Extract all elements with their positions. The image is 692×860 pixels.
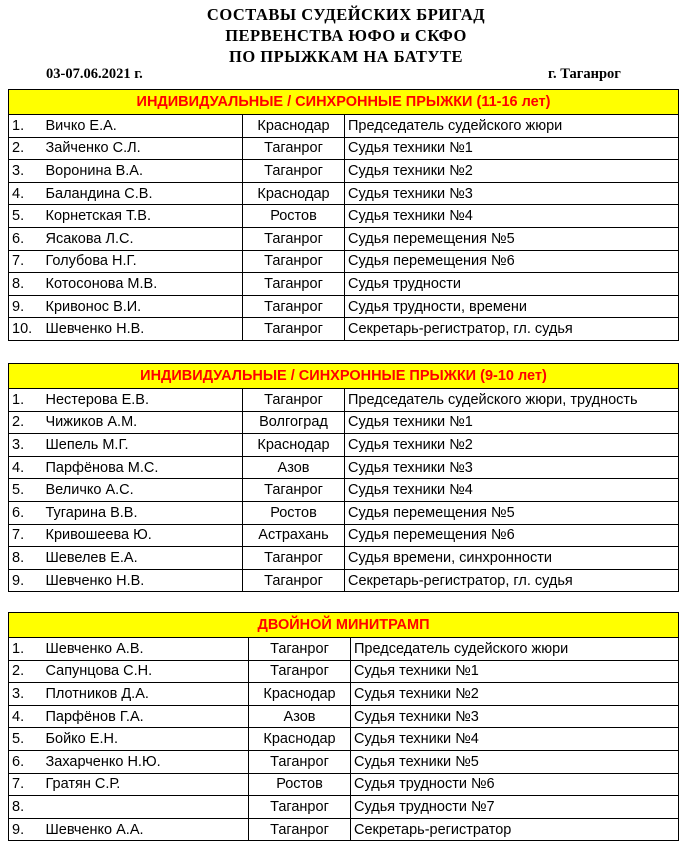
table-row <box>9 728 679 751</box>
table-row <box>9 137 679 160</box>
judge-city: Краснодар <box>243 434 345 457</box>
judge-city: Ростов <box>249 773 351 796</box>
judge-city: Астрахань <box>243 524 345 547</box>
document-title-line1: СОСТАВЫ СУДЕЙСКИХ БРИГАД <box>206 5 486 24</box>
judge-name: Шевченко Н.В. <box>43 318 243 341</box>
table-row <box>9 456 679 479</box>
row-number: 1. <box>9 638 43 661</box>
section-header: ИНДИВИДУАЛЬНЫЕ / СИНХРОННЫЕ ПРЫЖКИ (11-16 лет) <box>9 90 679 115</box>
judge-name: Зайченко С.Л. <box>43 137 243 160</box>
row-number: 4. <box>9 182 43 205</box>
judge-name: Шевченко А.В. <box>43 638 249 661</box>
row-number: 7. <box>9 773 43 796</box>
judge-role: Судья техники №2 <box>351 683 679 706</box>
judge-name: Воронина В.А. <box>43 160 243 183</box>
row-number: 6. <box>9 750 43 773</box>
row-number: 1. <box>9 389 43 412</box>
row-number: 4. <box>9 705 43 728</box>
row-number: 6. <box>9 501 43 524</box>
judge-name: Парфёнова М.С. <box>43 456 243 479</box>
judge-city: Таганрог <box>249 638 351 661</box>
judge-city: Таганрог <box>243 273 345 296</box>
row-number: 2. <box>9 137 43 160</box>
row-number: 7. <box>9 250 43 273</box>
judge-city: Таганрог <box>243 227 345 250</box>
judge-city: Таганрог <box>243 547 345 570</box>
judge-role: Судья перемещения №6 <box>345 524 679 547</box>
row-number: 3. <box>9 683 43 706</box>
table-row <box>9 818 679 841</box>
judge-name: Кривонос В.И. <box>43 295 243 318</box>
event-city: г. Таганрог <box>548 66 621 82</box>
judge-role: Секретарь-регистратор <box>351 818 679 841</box>
judge-role: Судья трудности №7 <box>351 796 679 819</box>
table-row <box>9 479 679 502</box>
judge-name: Шевченко Н.В. <box>43 569 243 592</box>
judge-name: Баландина С.В. <box>43 182 243 205</box>
judge-role: Судья трудности, времени <box>345 295 679 318</box>
judge-city: Таганрог <box>243 295 345 318</box>
judge-role: Председатель судейского жюри <box>345 115 679 138</box>
judge-role: Судья техники №3 <box>345 182 679 205</box>
judge-city: Таганрог <box>243 250 345 273</box>
table-row <box>9 683 679 706</box>
table-row <box>9 160 679 183</box>
row-number: 3. <box>9 160 43 183</box>
table-row <box>9 547 679 570</box>
judge-role: Судья техники №3 <box>345 456 679 479</box>
table-row <box>9 205 679 228</box>
judge-name: Гратян С.Р. <box>43 773 249 796</box>
judge-name: Плотников Д.А. <box>43 683 249 706</box>
table-row <box>9 318 679 341</box>
event-date: 03-07.06.2021 г. <box>46 66 143 82</box>
table-row <box>9 750 679 773</box>
table-row <box>9 524 679 547</box>
judge-city: Таганрог <box>249 818 351 841</box>
row-number: 5. <box>9 205 43 228</box>
table-row <box>9 434 679 457</box>
judge-role: Судья техники №1 <box>345 411 679 434</box>
table-row <box>9 115 679 138</box>
table-row <box>9 227 679 250</box>
judge-name: Парфёнов Г.А. <box>43 705 249 728</box>
judge-name: Шепель М.Г. <box>43 434 243 457</box>
section-header: ИНДИВИДУАЛЬНЫЕ / СИНХРОННЫЕ ПРЫЖКИ (9-10 лет) <box>9 364 679 389</box>
judge-city: Краснодар <box>243 115 345 138</box>
table-row <box>9 250 679 273</box>
row-number: 10. <box>9 318 43 341</box>
judge-city: Ростов <box>243 205 345 228</box>
judge-city: Таганрог <box>249 796 351 819</box>
judge-role: Судья техники №1 <box>351 660 679 683</box>
table-row <box>9 638 679 661</box>
row-number: 7. <box>9 524 43 547</box>
judge-city: Краснодар <box>243 182 345 205</box>
table-row <box>9 389 679 412</box>
judge-role: Судья техники №4 <box>345 205 679 228</box>
judge-city: Краснодар <box>249 728 351 751</box>
judge-role: Судья техники №4 <box>351 728 679 751</box>
row-number: 2. <box>9 411 43 434</box>
judge-name: Корнетская Т.В. <box>43 205 243 228</box>
judge-name: Величко А.С. <box>43 479 243 502</box>
judges-table-11-16 <box>8 89 679 341</box>
judge-name <box>43 796 249 819</box>
judge-city: Таганрог <box>243 318 345 341</box>
judge-city: Азов <box>243 456 345 479</box>
table-row <box>9 411 679 434</box>
judge-role: Судья трудности <box>345 273 679 296</box>
document-title-line2: ПЕРВЕНСТВА ЮФО и СКФО <box>225 26 467 45</box>
table-row <box>9 295 679 318</box>
judge-role: Судья времени, синхронности <box>345 547 679 570</box>
judge-role: Судья трудности №6 <box>351 773 679 796</box>
row-number: 8. <box>9 547 43 570</box>
judge-name: Захарченко Н.Ю. <box>43 750 249 773</box>
judge-city: Таганрог <box>243 160 345 183</box>
judge-city: Таганрог <box>243 137 345 160</box>
judge-role: Судья техники №2 <box>345 160 679 183</box>
row-number: 9. <box>9 569 43 592</box>
judge-city: Таганрог <box>249 750 351 773</box>
judge-name: Нестерова Е.В. <box>43 389 243 412</box>
row-number: 2. <box>9 660 43 683</box>
row-number: 9. <box>9 295 43 318</box>
judge-name: Голубова Н.Г. <box>43 250 243 273</box>
row-number: 5. <box>9 479 43 502</box>
judge-role: Судья техники №3 <box>351 705 679 728</box>
judge-city: Азов <box>249 705 351 728</box>
row-number: 8. <box>9 273 43 296</box>
table-row <box>9 773 679 796</box>
judges-table-9-10 <box>8 363 679 592</box>
judge-name: Котосонова М.В. <box>43 273 243 296</box>
judge-role: Судья техники №5 <box>351 750 679 773</box>
table-row <box>9 660 679 683</box>
judge-name: Кривошеева Ю. <box>43 524 243 547</box>
judge-name: Бойко Е.Н. <box>43 728 249 751</box>
judge-name: Тугарина В.В. <box>43 501 243 524</box>
judge-name: Вичко Е.А. <box>43 115 243 138</box>
judge-name: Сапунцова С.Н. <box>43 660 249 683</box>
document-title-line3: ПО ПРЫЖКАМ НА БАТУТЕ <box>229 47 463 66</box>
section-header: ДВОЙНОЙ МИНИТРАМП <box>9 613 679 638</box>
judge-city: Краснодар <box>249 683 351 706</box>
judge-role: Председатель судейского жюри <box>351 638 679 661</box>
judge-role: Судья перемещения №5 <box>345 501 679 524</box>
judge-role: Секретарь-регистратор, гл. судья <box>345 318 679 341</box>
judge-city: Таганрог <box>243 389 345 412</box>
judge-city: Ростов <box>243 501 345 524</box>
judge-city: Волгоград <box>243 411 345 434</box>
judge-role: Председатель судейского жюри, трудность <box>345 389 679 412</box>
judge-name: Ясакова Л.С. <box>43 227 243 250</box>
judge-city: Таганрог <box>249 660 351 683</box>
judge-name: Шевелев Е.А. <box>43 547 243 570</box>
table-row <box>9 182 679 205</box>
row-number: 1. <box>9 115 43 138</box>
row-number: 5. <box>9 728 43 751</box>
judge-city: Таганрог <box>243 479 345 502</box>
table-row <box>9 796 679 819</box>
judge-role: Судья техники №1 <box>345 137 679 160</box>
table-row <box>9 569 679 592</box>
judge-role: Судья техники №4 <box>345 479 679 502</box>
judge-role: Судья перемещения №6 <box>345 250 679 273</box>
row-number: 9. <box>9 818 43 841</box>
judge-city: Таганрог <box>243 569 345 592</box>
judge-name: Шевченко А.А. <box>43 818 249 841</box>
row-number: 3. <box>9 434 43 457</box>
row-number: 4. <box>9 456 43 479</box>
table-row <box>9 705 679 728</box>
judges-table-minitramp <box>8 612 679 841</box>
judge-name: Чижиков А.М. <box>43 411 243 434</box>
judge-role: Судья техники №2 <box>345 434 679 457</box>
judge-role: Судья перемещения №5 <box>345 227 679 250</box>
table-row <box>9 501 679 524</box>
row-number: 6. <box>9 227 43 250</box>
table-row <box>9 273 679 296</box>
row-number: 8. <box>9 796 43 819</box>
judge-role: Секретарь-регистратор, гл. судья <box>345 569 679 592</box>
